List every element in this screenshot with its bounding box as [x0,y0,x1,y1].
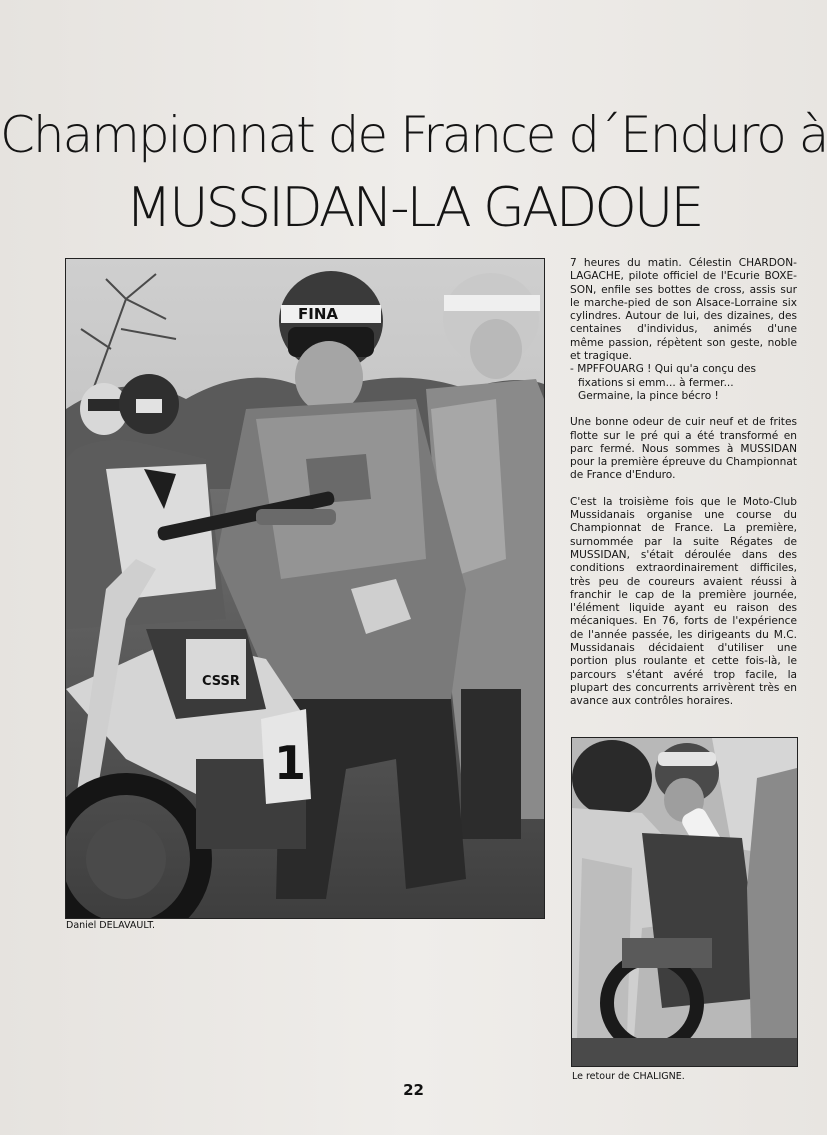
small-photo-illustration [572,738,797,1066]
small-photo [572,738,797,1066]
quote-line-1: - MPFFOUARG ! Qui qu'a conçu des [570,363,757,376]
paragraph-2: Une bonne odeur de cuir neuf et de frites flotte sur le pré qui a été transformé en parc fermé. Nous sommes à MUSSIDAN pour la première épreuve du Championnat de France d'Enduro. [570,416,797,482]
article-title-line-2: MUSSIDAN-LA GADOUE [125,176,702,239]
helmet-label: FINA [298,305,338,323]
article-title-line-1: Championnat de France d´Enduro à [0,106,827,164]
main-photo-illustration [66,259,544,918]
paragraph-1 [570,257,797,403]
main-photo [66,259,544,918]
race-number: 1 [274,736,307,790]
page-number: 22 [403,1081,424,1099]
main-photo-caption: Daniel DELAVAULT. [66,920,156,931]
plate-label: CSSR [202,674,240,689]
paragraph-1-text: 7 heures du matin. Célestin CHARDON-LAGACHE, pilote officiel de l'Ecurie BOXE-SON, enfile ses bottes de cross, assis sur le marche-pied de son Alsace-Lorraine six cylindres. Autour de lui, des dizaines, des centaines d'individus, animés d'une même passion, répètent son geste, noble et tragique. [570,257,797,363]
small-photo-caption: Le retour de CHALIGNE. [572,1071,685,1082]
article-body [570,257,797,722]
quote-line-3: Germaine, la pince bécro ! [578,389,719,402]
paragraph-3: C'est la troisième fois que le Moto-Club Mussidanais organise une course du Championnat de France. La première, surnommée par la suite Régates de MUSSIDAN, s'était déroulée dans des conditions extraordinairement difficiles, très peu de coureurs avaient réussi à franchir le cap de la première journée, l'élément liquide ayant eu raison des mécaniques. En 76, forts de l'expérience de l'année passée, les dirigeants du M.C. Mussidanais décidaient d'utiliser une portion plus roulante et cette fois-là, le parcours s'étant avéré trop facile, la plupart des concurrents arrivèrent très en avance aux contrôles horaires. [570,495,797,708]
quote-line-2: fixations si emm... à fermer... [578,376,734,389]
